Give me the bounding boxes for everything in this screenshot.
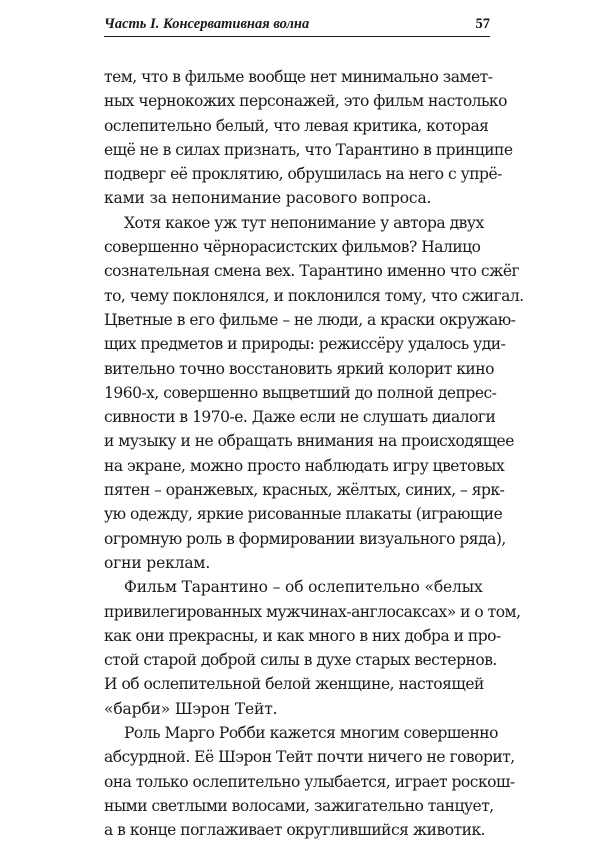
text-line: ещё не в силах признать, что Тарантино в принципе [104, 140, 513, 159]
text-line: ными светлыми волосами, зажигательно танцует, [104, 796, 494, 815]
text-line: как они прекрасны, и как много в них добра и про- [104, 626, 501, 645]
text-line: сивности в 1970-е. Даже если не слушать диалоги [104, 408, 496, 427]
text-line: Цветные в его фильме – не люди, а краски окружаю- [104, 310, 516, 329]
text-line: совершенно чёрнорасистских фильмов? Налицо [104, 238, 481, 257]
text-line: стой старой доброй силы в духе старых вестернов. [104, 651, 497, 670]
text-line: ками за непонимание расового вопроса. [104, 189, 432, 208]
text-line: Роль Марго Робби кажется многим совершенно [124, 724, 498, 743]
text-line: сознательная смена вех. Тарантино именно что сжёг [104, 262, 520, 281]
body-text [104, 65, 524, 843]
text-line: ных чернокожих персонажей, это фильм настолько [104, 92, 507, 111]
text-line: ую одежду, яркие рисованные плакаты (играющие [104, 505, 503, 524]
text-line: подверг её проклятию, обрушилась на него с упрё- [104, 165, 502, 184]
text-line: абсурдной. Её Шэрон Тейт почти ничего не говорит, [104, 748, 515, 767]
text-line: 1960-х, совершенно выцветший до полной депрес- [104, 383, 497, 402]
text-line: тем, что в фильме вообще нет минимально замет- [104, 68, 493, 86]
running-header [104, 16, 490, 37]
text-line: пятен – оранжевых, красных, жёлтых, синих, – ярк- [104, 481, 505, 500]
text-line: и музыку и не обращать внимания на происходящее [104, 432, 514, 451]
text-line: Хотя какое уж тут непонимание у автора двух [124, 213, 484, 232]
text-line: И об ослепительной белой женщине, настоящей [104, 675, 484, 694]
text-line: а в конце поглаживает округлившийся животик. [104, 821, 486, 840]
text-line: «барби» Шэрон Тейт. [104, 699, 278, 718]
text-line: огромную роль в формировании визуального ряда), [104, 529, 506, 548]
text-line: щих предметов и природы: режиссёру удалось уди- [104, 335, 506, 354]
text-line: Фильм Тарантино – об ослепительно «белых [124, 578, 483, 597]
text-line: то, чему поклонялся, и поклонился тому, что сжигал. [104, 286, 524, 305]
text-line: она только ослепительно улыбается, играет роскош- [104, 772, 515, 791]
text-line: огни реклам. [104, 553, 211, 572]
text-line: привилегированных мужчинах-англосаксах» и о том, [104, 602, 521, 621]
text-line: вительно точно восстановить яркий колорит кино [104, 359, 494, 378]
running-title: Часть I. Консервативная волна [104, 16, 310, 32]
text-line: на экране, можно просто наблюдать игру цветовых [104, 456, 505, 475]
page-number: 57 [475, 16, 490, 32]
text-line: ослепительно белый, что левая критика, которая [104, 116, 489, 135]
